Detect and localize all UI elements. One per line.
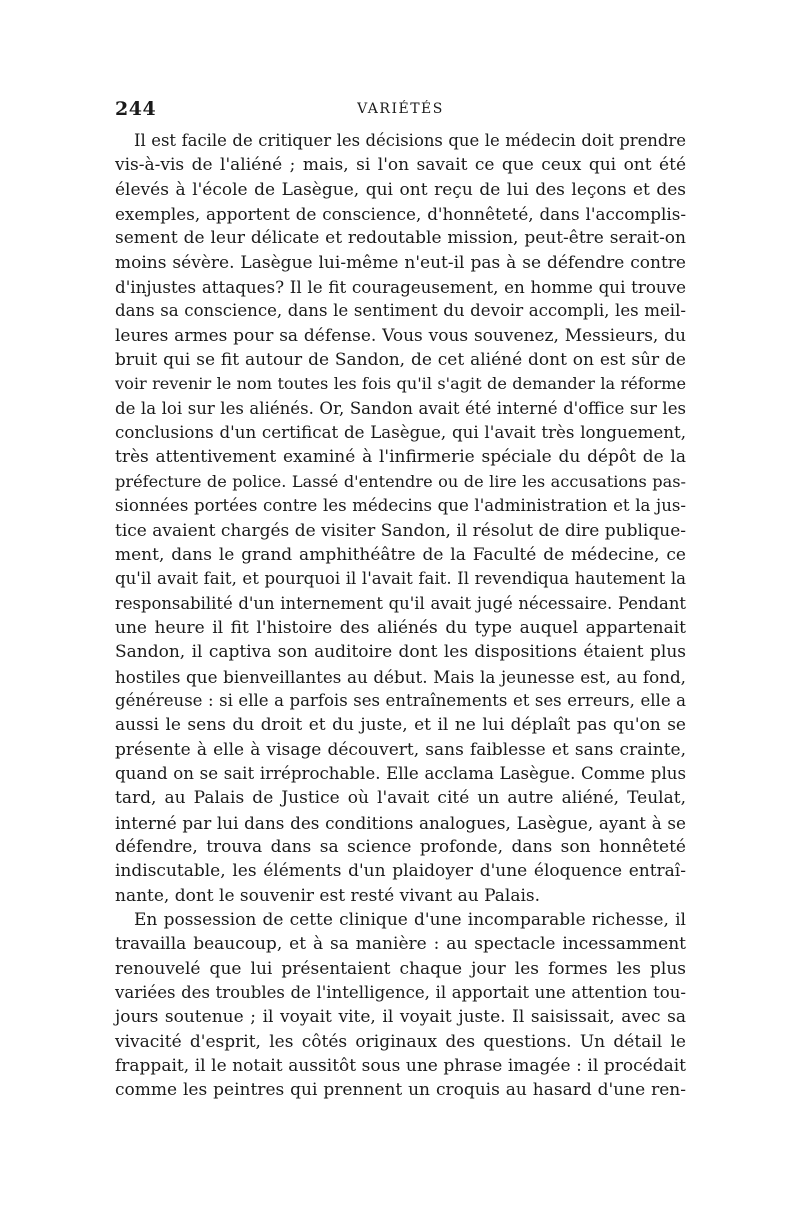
text-line: une heure il fit l'histoire des aliénés du type auquel appartenait (115, 617, 686, 638)
text-line: sement de leur délicate et redoutable mission, peut-être serait-on (115, 228, 686, 249)
text-line: défendre, trouva dans sa science profonde, dans son honnêteté (115, 836, 686, 857)
text-line: conclusions d'un certificat de Lasègue, qui l'avait très longuement, (115, 423, 686, 443)
text-line: vivacité d'esprit, les côtés originaux des questions. Un détail le (115, 1031, 686, 1052)
text-line: sionnées portées contre les médecins que l'administration et la jus- (115, 496, 686, 516)
text-line: nante, dont le souvenir est resté vivant au Palais. (115, 885, 541, 906)
section-title: VARIÉTÉS (357, 101, 444, 117)
text-line: travailla beaucoup, et à sa manière : au spectacle incessamment (115, 934, 686, 955)
text-line: présente à elle à visage découvert, sans faiblesse et sans crainte, (115, 739, 686, 760)
text-line: très attentivement examiné à l'infirmerie spéciale du dépôt de la (115, 447, 686, 468)
text-line: moins sévère. Lasègue lui-même n'eut-il pas à se défendre contre (115, 252, 686, 273)
text-line: responsabilité d'un internement qu'il avait jugé nécessaire. Pendant (115, 593, 686, 613)
text-line: tard, au Palais de Justice où l'avait cité un autre aliéné, Teulat, (115, 788, 686, 809)
text-line: d'injustes attaques? Il le fit courageusement, en homme qui trouve (115, 277, 686, 298)
text-line: dans sa conscience, dans le sentiment du devoir accompli, les meil- (115, 301, 686, 321)
page-number: 244 (115, 98, 157, 120)
text-line: renouvelé que lui présentaient chaque jour les formes les plus (115, 958, 686, 979)
text-line: quand on se sait irréprochable. Elle acclama Lasègue. Comme plus (115, 763, 686, 783)
text-line: hostiles que bienveillantes au début. Mais la jeunesse est, au fond, (115, 666, 686, 687)
text-line: comme les peintres qui prennent un croquis au hasard d'une ren- (115, 1080, 686, 1101)
text-line: Sandon, il captiva son auditoire dont les dispositions étaient plus (115, 642, 686, 663)
text-line: variées des troubles de l'intelligence, il apportait une attention tou- (115, 983, 686, 1003)
text-line: tice avaient chargés de visiter Sandon, il résolut de dire publique- (115, 520, 686, 541)
running-head (115, 98, 686, 124)
text-line: voir revenir le nom toutes les fois qu'il s'agit de demander la réforme (115, 374, 686, 394)
text-line: Il est facile de critiquer les décisions que le médecin doit prendre (134, 131, 686, 150)
text-line: de la loi sur les aliénés. Or, Sandon avait été interné d'office sur les (115, 398, 686, 418)
text-line: indiscutable, les éléments d'un plaidoyer d'une éloquence entraî- (115, 861, 686, 882)
text-line: bruit qui se fit autour de Sandon, de cet aliéné dont on est sûr de (115, 350, 686, 371)
text-line: qu'il avait fait, et pourquoi il l'avait fait. Il revendiqua hautement la (115, 569, 686, 589)
text-line: ment, dans le grand amphithéâtre de la Faculté de médecine, ce (115, 544, 686, 565)
text-line: interné par lui dans des conditions analogues, Lasègue, ayant à se (115, 812, 686, 833)
text-line: jours soutenue ; il voyait vite, il voyait juste. Il saisissait, avec sa (115, 1007, 686, 1028)
text-line: élevés à l'école de Lasègue, qui ont reçu de lui des leçons et des (115, 179, 686, 200)
text-line: vis-à-vis de l'aliéné ; mais, si l'on savait ce que ceux qui ont été (115, 155, 686, 176)
text-line: frappait, il le notait aussitôt sous une phrase imagée : il procédait (115, 1056, 686, 1077)
text-line: exemples, apportent de conscience, d'honnêteté, dans l'accomplis- (115, 204, 686, 225)
text-line: En possession de cette clinique d'une incomparable richesse, il (134, 910, 686, 930)
text-line: leures armes pour sa défense. Vous vous souvenez, Messieurs, du (115, 325, 686, 346)
text-line: aussi le sens du droit et du juste, et il ne lui déplaît pas qu'on se (115, 715, 686, 736)
text-line: généreuse : si elle a parfois ses entraînements et ses erreurs, elle a (115, 690, 686, 710)
text-line: préfecture de police. Lassé d'entendre ou de lire les accusations pas- (115, 471, 686, 491)
body-text (115, 129, 686, 1103)
